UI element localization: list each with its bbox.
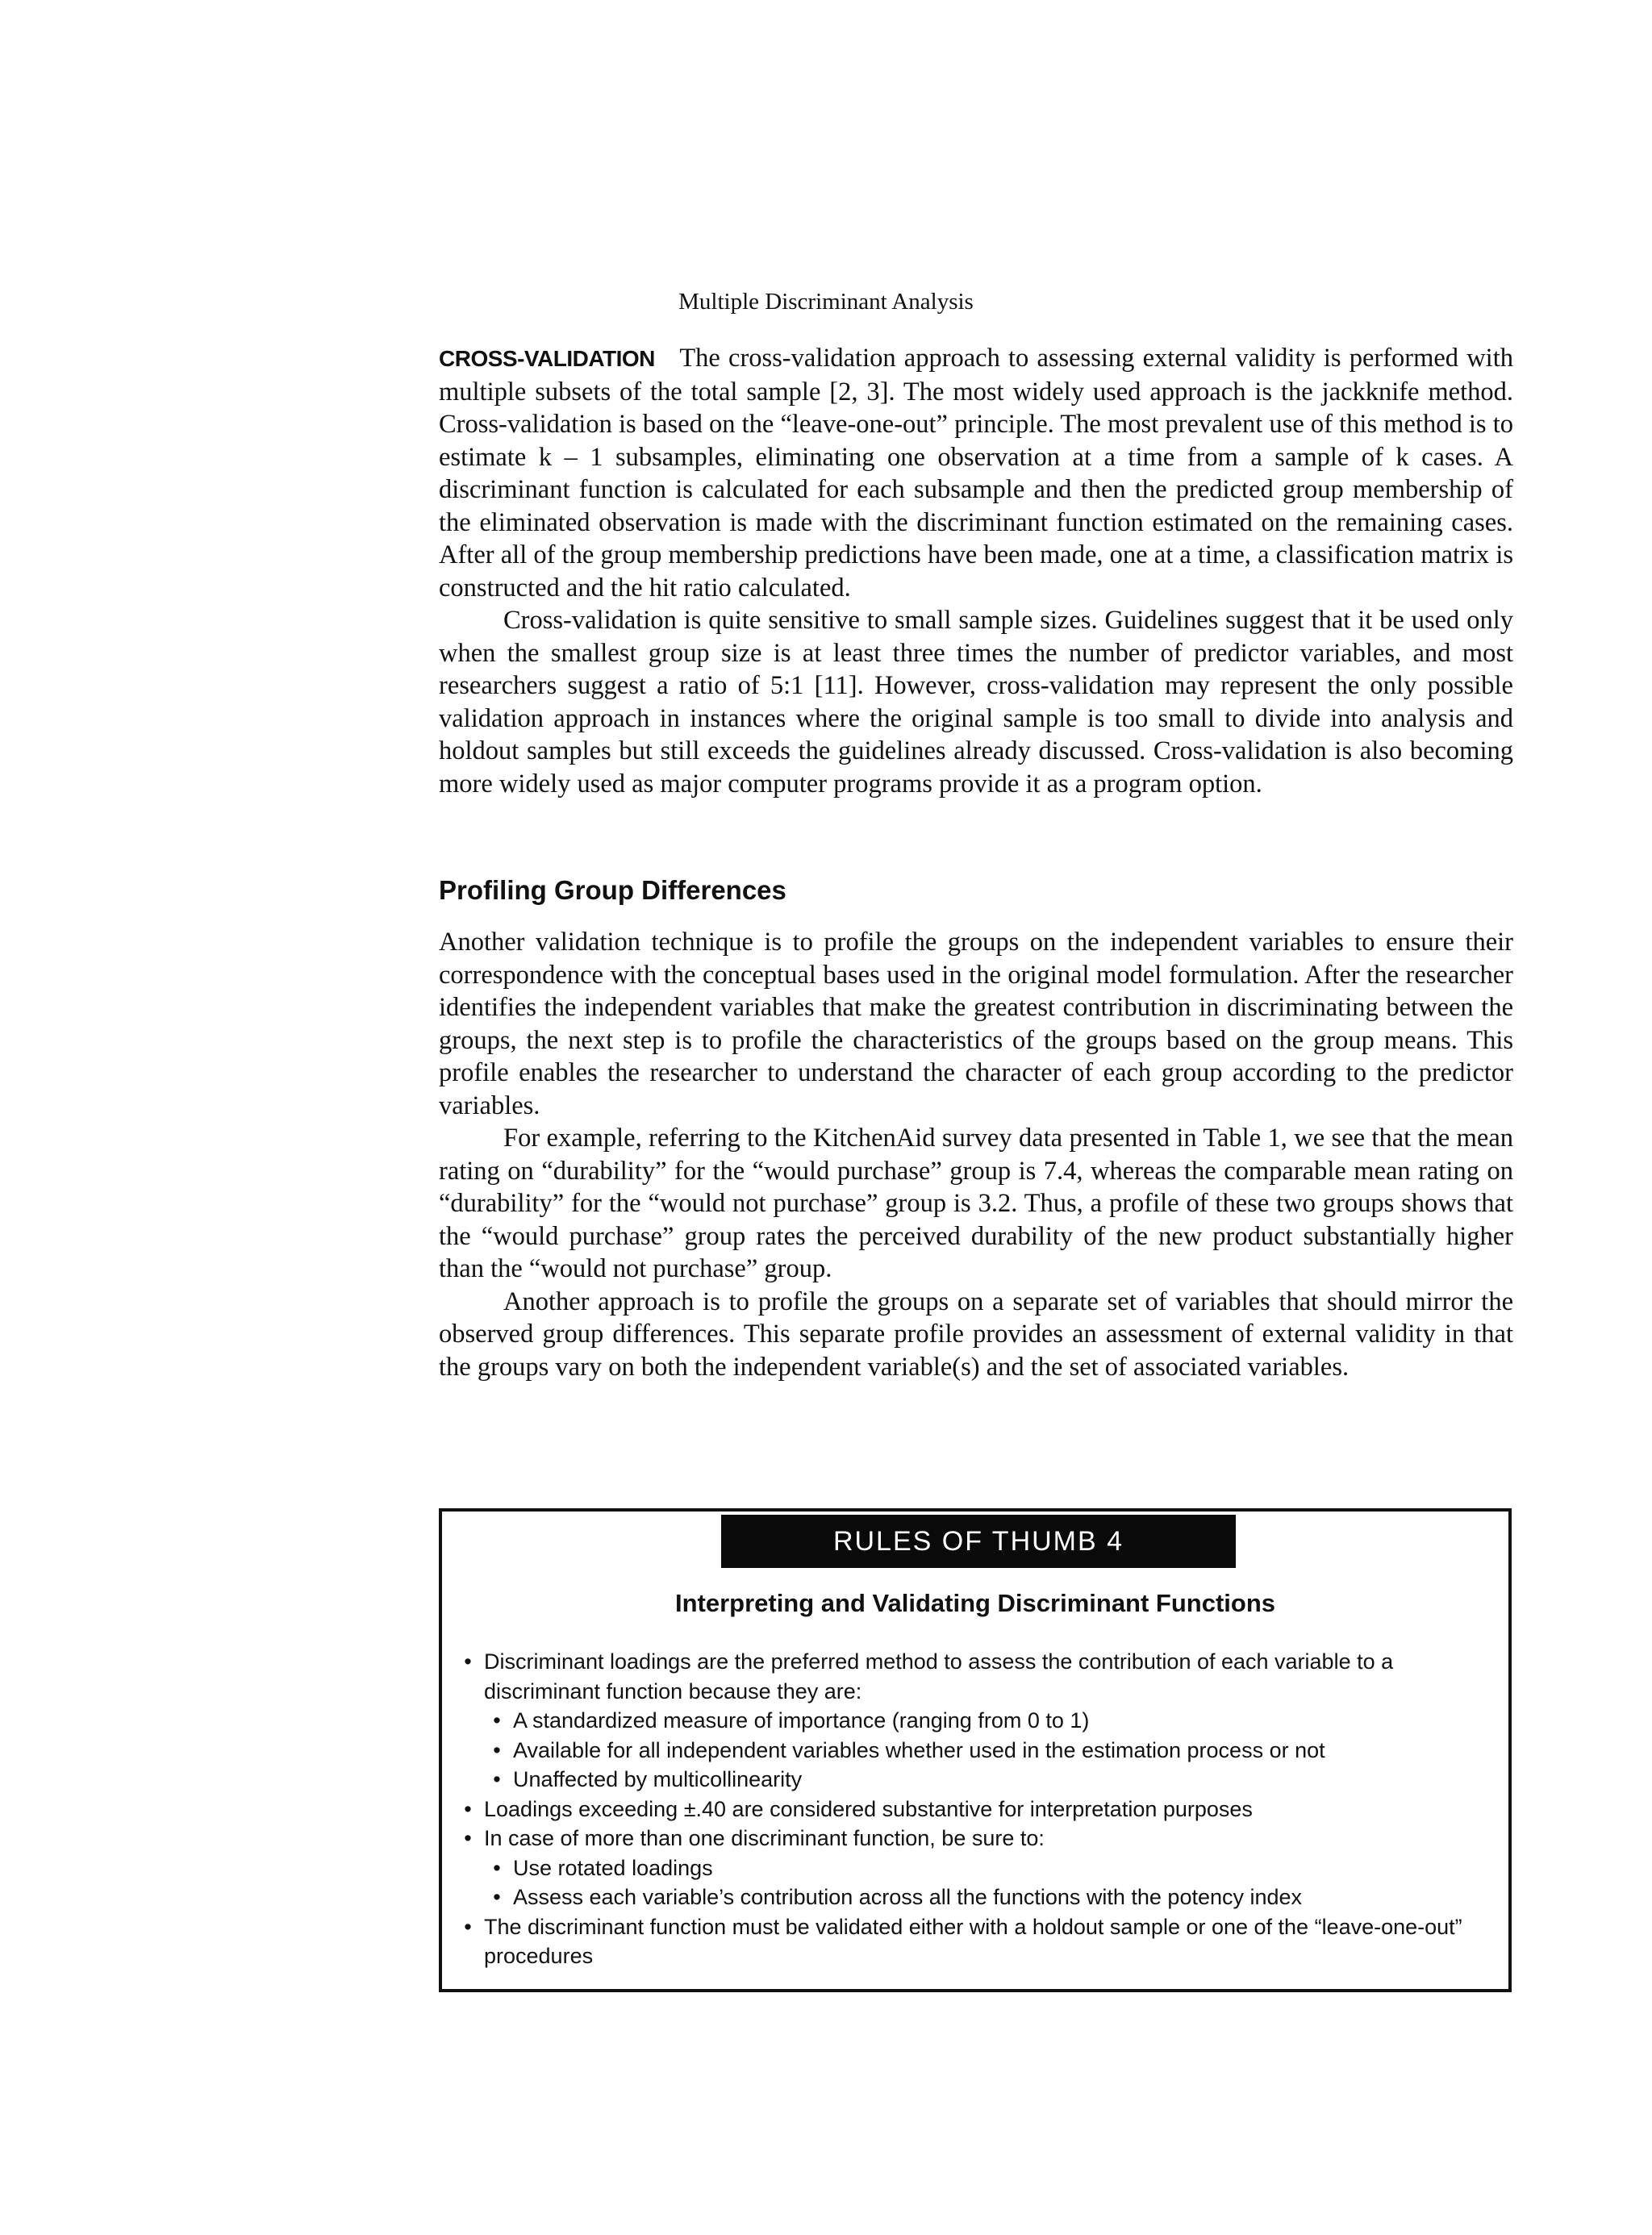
rules-of-thumb-subitem bbox=[455, 1883, 1489, 1912]
rules-of-thumb-item-text: The discriminant function must be validated either with a holdout sample or one of the “leave-one-out” procedures bbox=[484, 1914, 1462, 1968]
bullet-icon: • bbox=[493, 1767, 501, 1791]
rules-of-thumb-subitem bbox=[455, 1736, 1489, 1766]
profiling-paragraph-3: Another approach is to profile the groups on a separate set of variables that should mirror the observed group differences. This separate profile provides an assessment of external validity in that the groups vary on both the independent variable(s) and the set of associated variables. bbox=[439, 1286, 1513, 1382]
cross-validation-label: CROSS-VALIDATION bbox=[439, 346, 655, 371]
rules-of-thumb-subitem bbox=[455, 1853, 1489, 1883]
rules-of-thumb-item-text: Loadings exceeding ±.40 are considered substantive for interpretation purposes bbox=[484, 1796, 1253, 1821]
rules-of-thumb-banner: RULES OF THUMB 4 bbox=[721, 1515, 1236, 1568]
rules-of-thumb-item bbox=[455, 1647, 1489, 1706]
profiling-paragraph-1: Another validation technique is to profile the groups on the independent variables to ensure their correspondence with the conceptual bases used in the original model formulation. After the researcher identifies the independent variables that make the greatest contribution in discriminating between the groups, the next step is to profile the characteristics of the groups based on the group means. This profile enables the researcher to understand the character of each group according to the predictor variables. bbox=[439, 928, 1513, 1120]
rules-of-thumb-item-text: Available for all independent variables whether used in the estimation process or not bbox=[513, 1737, 1325, 1762]
bullet-icon: • bbox=[493, 1855, 501, 1880]
rules-of-thumb-item bbox=[455, 1795, 1489, 1824]
rules-of-thumb-item-text: Unaffected by multicollinearity bbox=[513, 1767, 803, 1791]
rules-of-thumb-item-text: Discriminant loadings are the preferred method to assess the contribution of each variable to a discriminant function because they are: bbox=[484, 1649, 1394, 1703]
bullet-icon: • bbox=[493, 1885, 501, 1909]
bullet-icon: • bbox=[493, 1708, 501, 1733]
rules-of-thumb-subitem bbox=[455, 1765, 1489, 1795]
cross-validation-paragraph-2: Cross-validation is quite sensitive to small sample sizes. Guidelines suggest that it be used only when the smallest group size is at least three times the number of predictor variables, and most researchers suggest a ratio of 5:1 [11]. However, cross-validation may represent the only possible validation approach in instances where the original sample is too small to divide into analysis and holdout samples but still exceeds the guidelines already discussed. Cross-validation is also becoming more widely used as major computer programs provide it as a program option. bbox=[439, 606, 1513, 799]
rules-of-thumb-item bbox=[455, 1824, 1489, 1853]
cross-validation-text-1: The cross-validation approach to assessing external validity is performed with multiple subsets of the total sample [2, 3]. The most widely used approach is the jackknife method. Cross-validation is based on the “leave-one-out” principle. The most prevalent use of this method is to estimate k – 1 subsamples, eliminating one observation at a time from a sample of k cases. A discriminant function is calculated for each subsample and then the predicted group membership of the eliminated observation is made with the discriminant function estimated on the remaining cases. After all of the group membership predictions have been made, one at a time, a classification matrix is constructed and the hit ratio calculated. bbox=[439, 344, 1513, 603]
rules-of-thumb-subtitle: Interpreting and Validating Discriminant Functions bbox=[674, 1589, 1276, 1617]
rules-of-thumb-item-text: Use rotated loadings bbox=[513, 1855, 713, 1880]
rules-of-thumb-item-text: In case of more than one discriminant function, be sure to: bbox=[484, 1826, 1045, 1850]
profiling-paragraph-2: For example, referring to the KitchenAid survey data presented in Table 1, we see that the mean rating on “durability” for the “would purchase” group is 7.4, whereas the comparable mean rating on “durability” for the “would not purchase” group is 3.2. Thus, a profile of these two groups shows that the “would purchase” group rates the perceived durability of the new product substantially higher than the “would not purchase” group. bbox=[439, 1124, 1513, 1283]
cross-validation-paragraph-1 bbox=[439, 342, 1513, 604]
rules-of-thumb-item bbox=[455, 1912, 1489, 1971]
bullet-icon: • bbox=[464, 1826, 472, 1850]
bullet-icon: • bbox=[464, 1649, 472, 1674]
rules-of-thumb-item-text: A standardized measure of importance (ranging from 0 to 1) bbox=[513, 1708, 1090, 1733]
rules-of-thumb-list bbox=[455, 1647, 1489, 1971]
cross-validation-section bbox=[439, 342, 1513, 800]
rules-of-thumb-subitem bbox=[455, 1706, 1489, 1736]
rules-of-thumb-box bbox=[439, 1508, 1512, 1992]
bullet-icon: • bbox=[493, 1737, 501, 1762]
bullet-icon: • bbox=[464, 1796, 472, 1821]
section-heading: Profiling Group Differences bbox=[439, 875, 786, 905]
running-head: Multiple Discriminant Analysis bbox=[678, 289, 974, 315]
bullet-icon: • bbox=[464, 1914, 472, 1939]
profiling-section bbox=[439, 926, 1513, 1383]
rules-of-thumb-item-text: Assess each variable’s contribution across all the functions with the potency index bbox=[513, 1885, 1303, 1909]
